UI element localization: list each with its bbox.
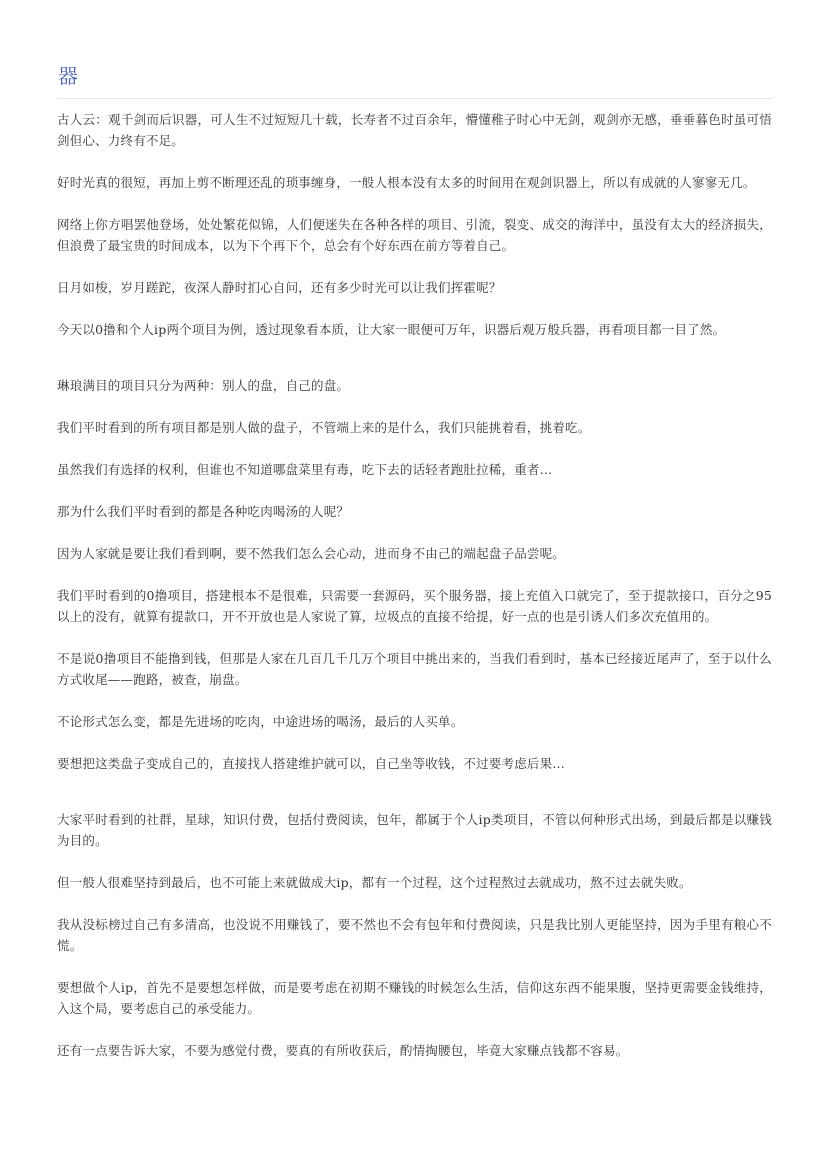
article	[57, 62, 772, 1082]
paragraph: 那为什么我们平时看到的都是各种吃肉喝汤的人呢？	[57, 504, 350, 519]
paragraph: 不是说0撸项目不能撸到钱，但那是人家在几百几千几万个项目中挑出来的，当我们看到时，基本已经接近尾声了，至于以什么方式收尾——跑路，被查，崩盘。	[57, 651, 772, 687]
paragraph: 琳琅满目的项目只分为两种：别人的盘，自己的盘。	[57, 378, 350, 393]
paragraph: 但一般人很难坚持到最后，也不可能上来就做成大ip，都有一个过程，这个过程熬过去就成功，熬不过去就失败。	[57, 875, 692, 890]
paragraph: 不论形式怎么变，都是先进场的吃肉，中途进场的喝汤，最后的人买单。	[57, 714, 464, 729]
paragraph: 要想做个人ip，首先不是要想怎样做，而是要考虑在初期不赚钱的时候怎么生活，信仰这东西不能果腹，坚持更需要金钱维持，入这个局，要考虑自己的承受能力。	[57, 980, 772, 1016]
paragraph: 因为人家就是要让我们看到啊，要不然我们怎么会心动，进而身不由己的端起盘子品尝呢。	[57, 546, 566, 561]
paragraph: 我们平时看到的所有项目都是别人做的盘子，不管端上来的是什么，我们只能挑着看，挑着吃。	[57, 420, 591, 435]
title-divider	[57, 98, 772, 99]
paragraph: 今天以0撸和个人ip两个项目为例，透过现象看本质，让大家一眼便可万年，识器后观万般兵器，再看项目都一目了然。	[57, 322, 726, 337]
paragraph: 大家平时看到的社群，星球，知识付费，包括付费阅读，包年，都属于个人ip类项目，不管以何种形式出场，到最后都是以赚钱为目的。	[57, 812, 772, 848]
paragraph: 网络上你方唱罢他登场，处处繁花似锦，人们便迷失在各种各样的项目、引流，裂变、成交的海洋中，虽没有太大的经济损失，但浪费了最宝贵的时间成本，以为下个再下个，总会有个好东西在前方等着自己。	[57, 217, 772, 253]
paragraph: 我从没标榜过自己有多清高，也没说不用赚钱了，要不然也不会有包年和付费阅读，只是我比别人更能坚持，因为手里有粮心不慌。	[57, 917, 772, 953]
paragraph: 还有一点要告诉大家，不要为感觉付费，要真的有所收获后，酌情掏腰包，毕竟大家赚点钱都不容易。	[57, 1043, 629, 1058]
paragraph: 我们平时看到的0撸项目，搭建根本不是很难，只需要一套源码，买个服务器，接上充值入口就完了，至于提款接口，百分之95以上的没有，就算有提款口，开不开放也是人家说了算，垃圾点的直接不给提，好一点的也是引诱人们多次充值用的。	[57, 588, 772, 624]
paragraph: 虽然我们有选择的权利，但谁也不知道哪盘菜里有毒，吃下去的话轻者跑肚拉稀，重者…	[57, 462, 553, 477]
article-title: 器	[58, 64, 78, 88]
paragraph: 日月如梭，岁月蹉跎，夜深人静时扪心自问，还有多少时光可以让我们挥霍呢？	[57, 280, 502, 295]
paragraph: 好时光真的很短，再加上剪不断理还乱的琐事缠身，一般人根本没有太多的时间用在观剑识器上，所以有成就的人寥寥无几。	[57, 175, 756, 190]
paragraph: 要想把这类盘子变成自己的，直接找人搭建维护就可以，自己坐等收钱，不过要考虑后果…	[57, 756, 566, 771]
paragraph: 古人云：观千剑而后识器，可人生不过短短几十载，长寿者不过百余年，懵懂稚子时心中无剑，观剑亦无感，垂垂暮色时虽可悟剑但心、力终有不足。	[57, 112, 772, 148]
